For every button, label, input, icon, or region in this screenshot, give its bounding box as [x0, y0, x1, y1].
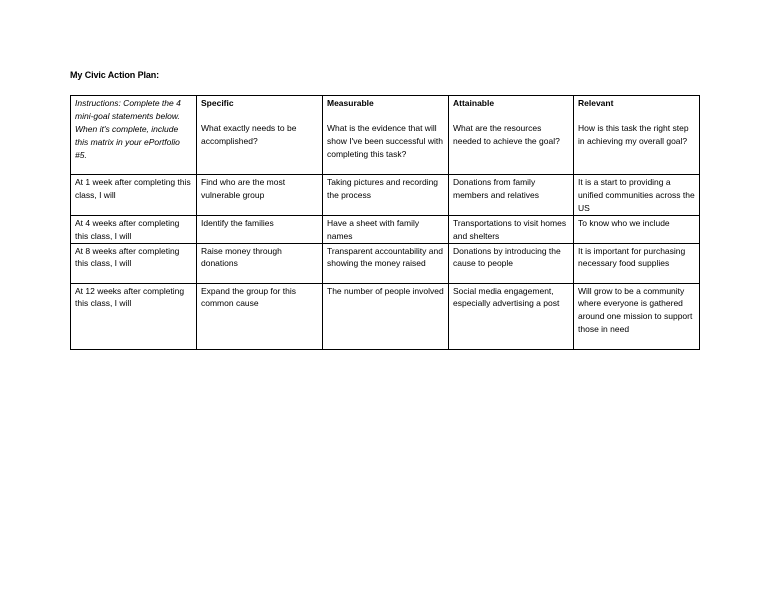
header-specific: [197, 96, 323, 175]
cell-attainable: Donations by introducing the cause to people: [449, 243, 574, 283]
cell-specific: Find who are the most vulnerable group: [197, 175, 323, 216]
cell-relevant: Will grow to be a community where everyone is gathered around one mission to support those in need: [574, 283, 700, 349]
document-title: My Civic Action Plan:: [70, 70, 160, 80]
column-heading: Specific: [201, 98, 234, 108]
column-heading: Measurable: [327, 98, 374, 108]
instructions-text: Instructions: Complete the 4 mini-goal statements below. When it's complete, include this matrix in your ePortfolio #5.: [75, 98, 181, 160]
table-header-row: [71, 96, 700, 175]
cell-attainable: Transportations to visit homes and shelters: [449, 215, 574, 243]
cell-measurable: Transparent accountability and showing the money raised: [323, 243, 449, 283]
cell-measurable: Have a sheet with family names: [323, 215, 449, 243]
cell-measurable: Taking pictures and recording the process: [323, 175, 449, 216]
row-label: At 4 weeks after completing this class, I will: [71, 215, 197, 243]
header-attainable: [449, 96, 574, 175]
column-question: What are the resources needed to achieve the goal?: [453, 122, 560, 146]
column-question: What exactly needs to be accomplished?: [201, 122, 297, 146]
cell-attainable: Social media engagement, especially advertising a post: [449, 283, 574, 349]
row-label: At 8 weeks after completing this class, I will: [71, 243, 197, 283]
column-question: How is this task the right step in achieving my overall goal?: [578, 122, 689, 146]
header-measurable: [323, 96, 449, 175]
cell-relevant: It is a start to providing a unified communities across the US: [574, 175, 700, 216]
instructions-cell: [71, 96, 197, 175]
table-row: [71, 175, 700, 216]
cell-relevant: It is important for purchasing necessary food supplies: [574, 243, 700, 283]
cell-specific: Identify the families: [197, 215, 323, 243]
header-relevant: [574, 96, 700, 175]
table-row: [71, 283, 700, 349]
cell-specific: Raise money through donations: [197, 243, 323, 283]
row-label: At 12 weeks after completing this class, I will: [71, 283, 197, 349]
row-label: At 1 week after completing this class, I will: [71, 175, 197, 216]
smart-goals-table: [70, 95, 700, 350]
cell-relevant: To know who we include: [574, 215, 700, 243]
cell-measurable: The number of people involved: [323, 283, 449, 349]
column-heading: Relevant: [578, 98, 614, 108]
table-row: [71, 215, 700, 243]
column-heading: Attainable: [453, 98, 495, 108]
table-row: [71, 243, 700, 283]
cell-attainable: Donations from family members and relatives: [449, 175, 574, 216]
cell-specific: Expand the group for this common cause: [197, 283, 323, 349]
column-question: What is the evidence that will show I've been successful with completing this task?: [327, 122, 443, 159]
